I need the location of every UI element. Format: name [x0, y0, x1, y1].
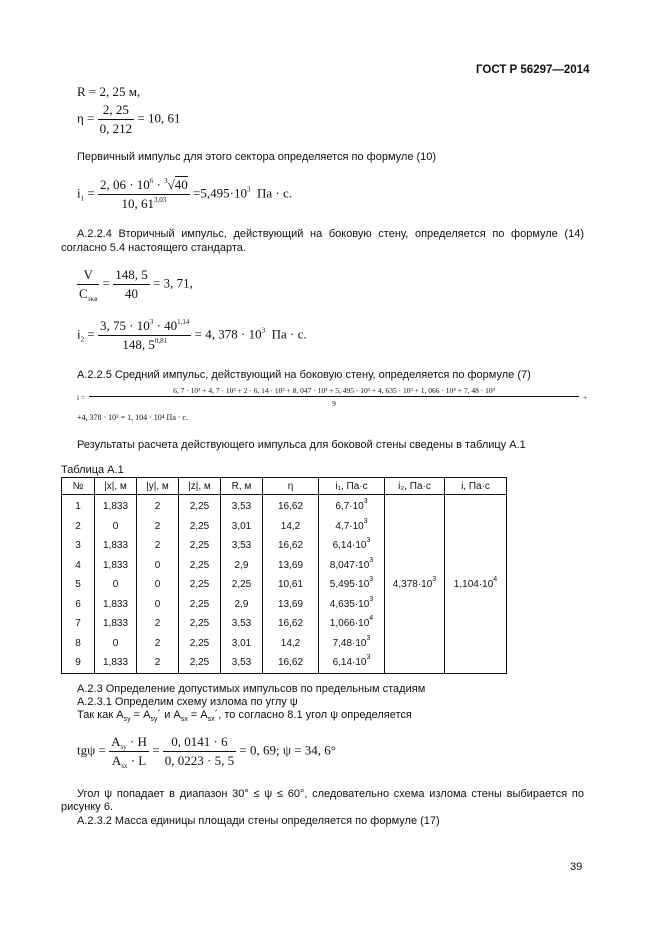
equation-mean-impulse-result: +4, 378 · 10³ = 1, 104 · 10⁴ Па · с.: [77, 413, 189, 422]
table-header-row: [62, 478, 507, 495]
paragraph-a224: А.2.2.4 Вторичный импульс, действующий на боковую стену, определяется по формуле (14): [77, 228, 584, 240]
header-i1: i₁, Па·с: [319, 478, 385, 495]
table-row: 2 0 2 2,25 3,01 14,2 $4,7\cdot 10^3$: [62, 517, 507, 537]
paragraph-primary-impulse: Первичный импульс для этого сектора определяется по формуле (10): [77, 151, 437, 163]
header-i: i, Па·с: [445, 478, 507, 495]
page-number: 39: [570, 861, 583, 873]
equation-v-over-c: $\frac{V}{С_{экв}}$ = $\frac{148, 5}{40}$ = 3, 71,: [79, 267, 193, 303]
header-y: |y|, м: [137, 478, 179, 495]
paragraph-a232: А.2.3.2 Масса единицы площади стены определяется по формуле (17): [77, 815, 440, 827]
results-table: [61, 477, 507, 674]
paragraph-a225: А.2.2.5 Средний импульс, действующий на боковую стену, определяется по формуле (7): [77, 369, 531, 381]
equation-tg-psi: tgψ = $\frac{А_{sy} \cdot Н}{А_{sx} \cdot L}$ = $\frac{0, 0141 \cdot 6}{0, 0223 \cdot 5, 5}$ = 0, 69; ψ = 34, 6°: [77, 734, 336, 770]
table-row: 1 1,833 2 2,25 3,53 16,62 $6,7\cdot 10^3$ $4,378\cdot 10^3$ $1,104\cdot 10^4$: [62, 495, 507, 517]
paragraph-takkak: Так как $А_{sy}$ = $А_{sy}´$ и $А_{sx}$ = $А_{sx}´$, то согласно 8.1 угол ψ определяется: [77, 709, 412, 723]
cell-i: $1,104\cdot 10^4$: [445, 495, 507, 674]
paragraph-a231: А.2.3.1 Определим схему излома по углу ψ: [77, 696, 298, 708]
equation-r: R = 2, 25 м,: [77, 84, 141, 99]
table-row: 3 1,833 2 2,25 3,53 16,62 $6,14\cdot 10^3$: [62, 536, 507, 556]
header-z: |z|, м: [179, 478, 221, 495]
header-number: №: [62, 478, 95, 495]
table-row: 6 1,833 0 2,25 2,9 13,69 $4,635\cdot 10^3$: [62, 595, 507, 615]
equation-eta: η = $\frac{2, 25}{0, 212}$ = 10, 61: [77, 102, 181, 136]
header-x: |x|, м: [95, 478, 137, 495]
equation-i2: $i_2$ = $\frac{3, 75 \cdot 10^3 \cdot 40^{1,14}}{148, 5^{0,81}}$ = 4, $378 \cdot 10^3$ Па · с.: [77, 318, 307, 352]
table-row: 4 1,833 0 2,25 2,9 13,69 $8,047\cdot 10^3$: [62, 556, 507, 576]
equation-i1: $i_1$ = $\frac{2, 06 \cdot 10^6 \cdot ^3√40}{10, 61^{3,03}}$ $=5,495\cdot 10^3$ Па · с.: [77, 177, 292, 211]
paragraph-angle: Угол ψ попадает в диапазон 30° ≤ ψ ≤ 60°, следовательно схема излома стены выбирается по: [77, 788, 584, 800]
paragraph-angle-cont: рисунку 6.: [61, 801, 114, 813]
table-row: 8 0 2 2,25 3,01 14,2 $7,48\cdot 10^3$: [62, 634, 507, 654]
table-caption: Таблица А.1: [61, 464, 124, 476]
header-r: R, м: [221, 478, 263, 495]
paragraph-a224-cont: согласно 5.4 настоящего стандарта.: [61, 242, 246, 254]
document-header: ГОСТ Р 56297—2014: [476, 64, 590, 76]
table-row: 9 1,833 2 2,25 3,53 16,62 $6,14\cdot 10^3$: [62, 653, 507, 673]
table-row: 7 1,833 2 2,25 3,53 16,62 $1,066\cdot 10^4$: [62, 614, 507, 634]
paragraph-results: Результаты расчета действующего импульса для боковой стены сведены в таблицу А.1: [77, 439, 526, 451]
header-i2: i₂, Па·с: [385, 478, 445, 495]
cell-i2: $4,378\cdot 10^3$: [385, 495, 445, 674]
paragraph-a23: А.2.3 Определение допустимых импульсов по предельным стадиям: [77, 683, 426, 695]
header-eta: η: [263, 478, 319, 495]
table-row: 5 0 0 2,25 2,25 10,61 $5,495\cdot 10^3$: [62, 575, 507, 595]
